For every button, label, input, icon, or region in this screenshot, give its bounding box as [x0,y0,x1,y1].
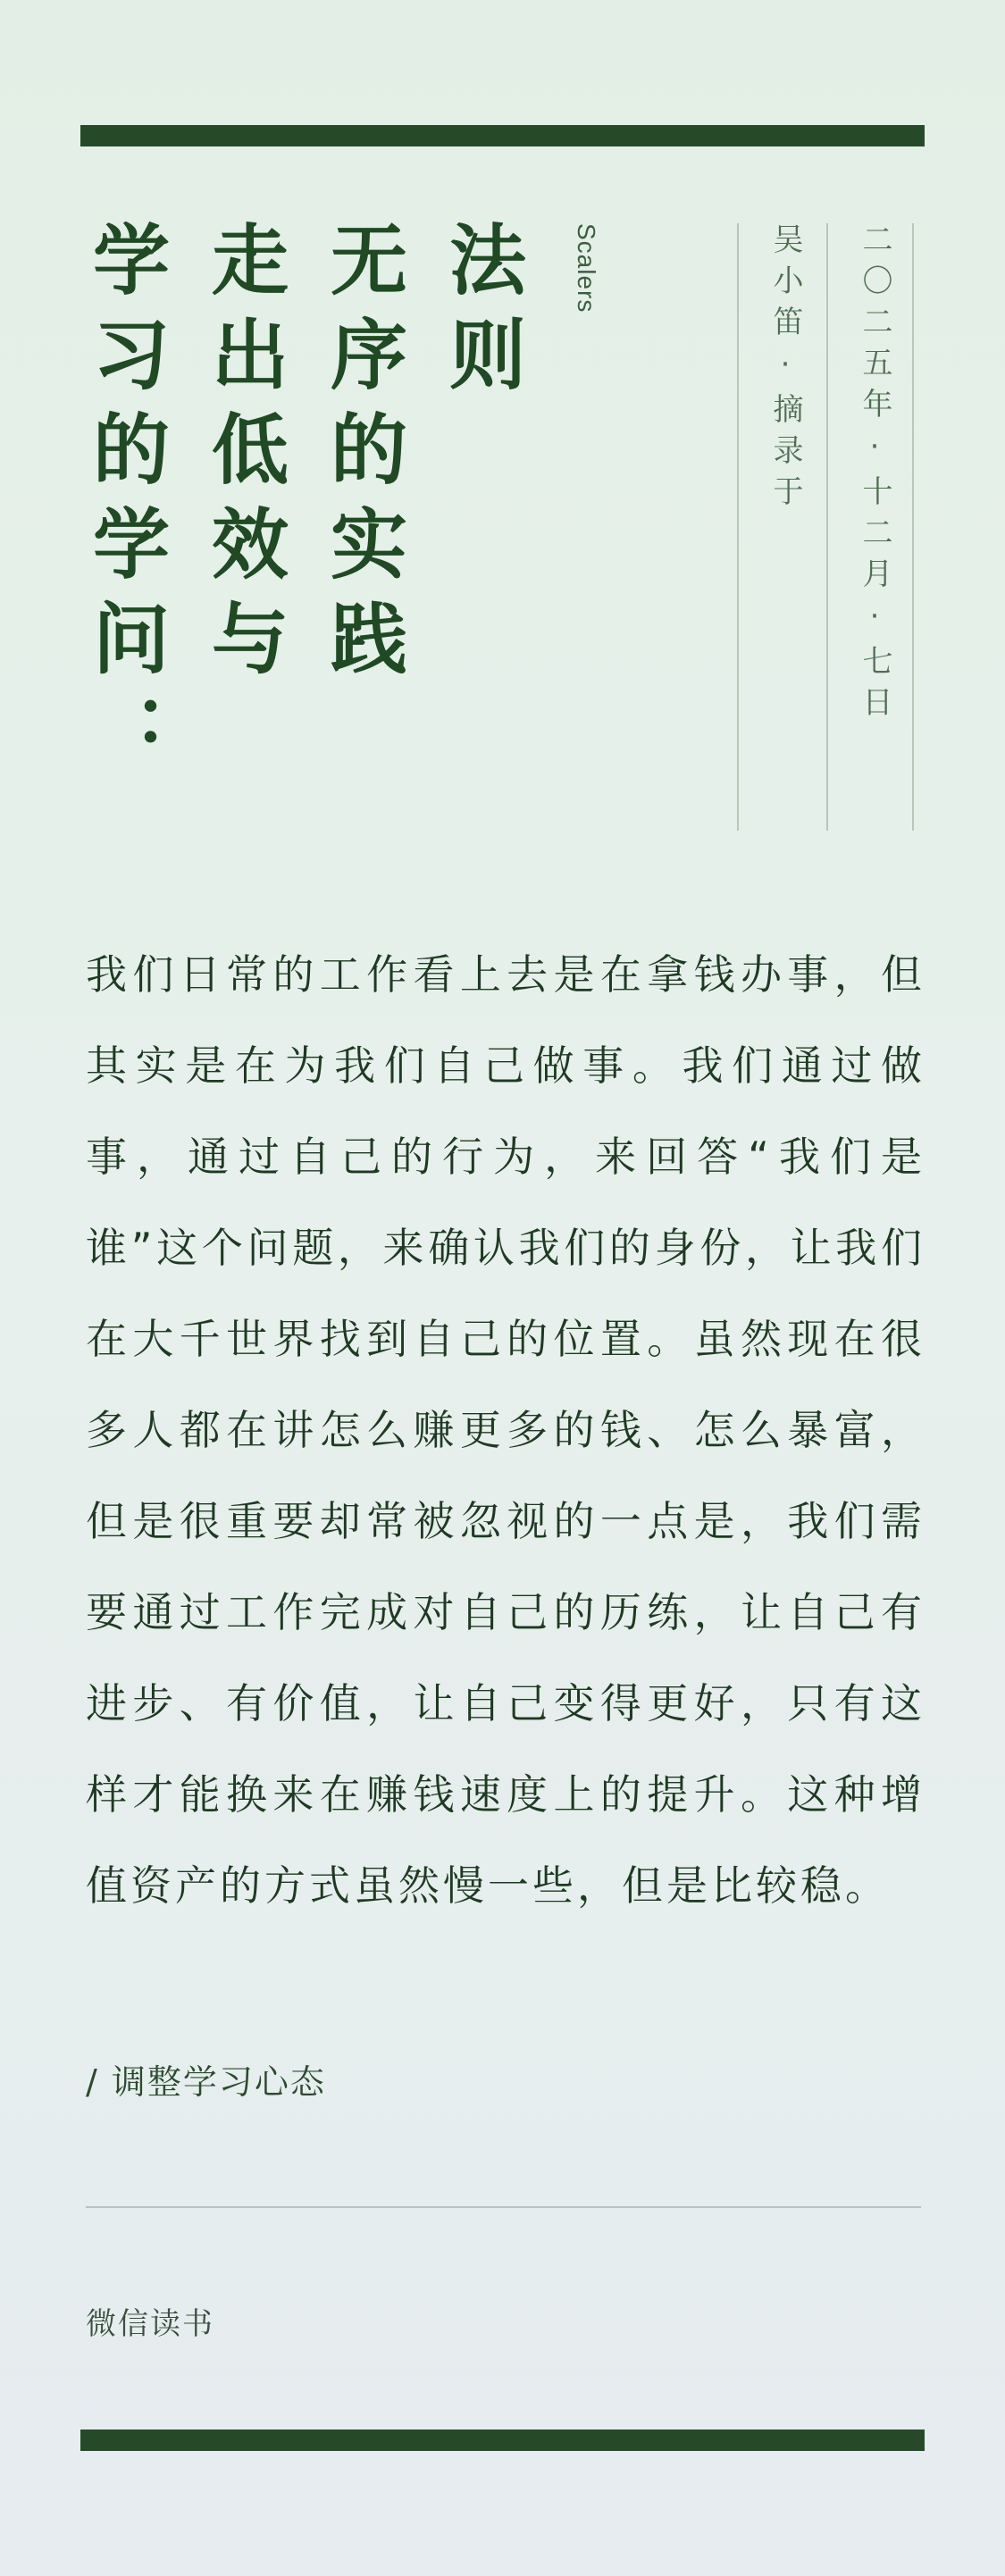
bottom-rule [80,2430,925,2451]
author-line: 吴小笛·摘录于 [767,223,803,516]
meta-divider-2 [826,223,828,831]
meta-divider-3 [912,223,914,831]
title-column-4: 学习的学问： [80,220,169,788]
top-rule [80,125,925,146]
date-line: 二〇二五年·十二月·七日 [857,223,892,727]
meta-block [737,223,925,831]
brand-label: Scalers [573,223,600,314]
title-column-1: 法则 [436,220,525,409]
chapter-label: / 调整学习心态 [86,2062,326,2102]
title-column-3: 走出低效与 [198,220,288,693]
title-column-2: 无序的实践 [317,220,406,693]
app-name: 微信读书 [86,2306,214,2342]
footer-divider [86,2206,921,2208]
quote-body: 我们日常的工作看上去是在拿钱办事，但其实是在为我们自己做事。我们通过做事，通过自己的行为，来回答“我们是谁”这个问题，来确认我们的身份，让我们在大千世界找到自己的位置。虽然现在很多人都在讲怎么赚更多的钱、怎么暴富，但是很重要却常被忽视的一点是，我们需要通过工作完成对自己的历练，让自己有进步、有价值，让自己变得更好，只有这样才能换来在赚钱速度上的提升。这种增值资产的方式虽然慢一些，但是比较稳。 [86,950,925,1910]
meta-divider-1 [737,223,739,831]
